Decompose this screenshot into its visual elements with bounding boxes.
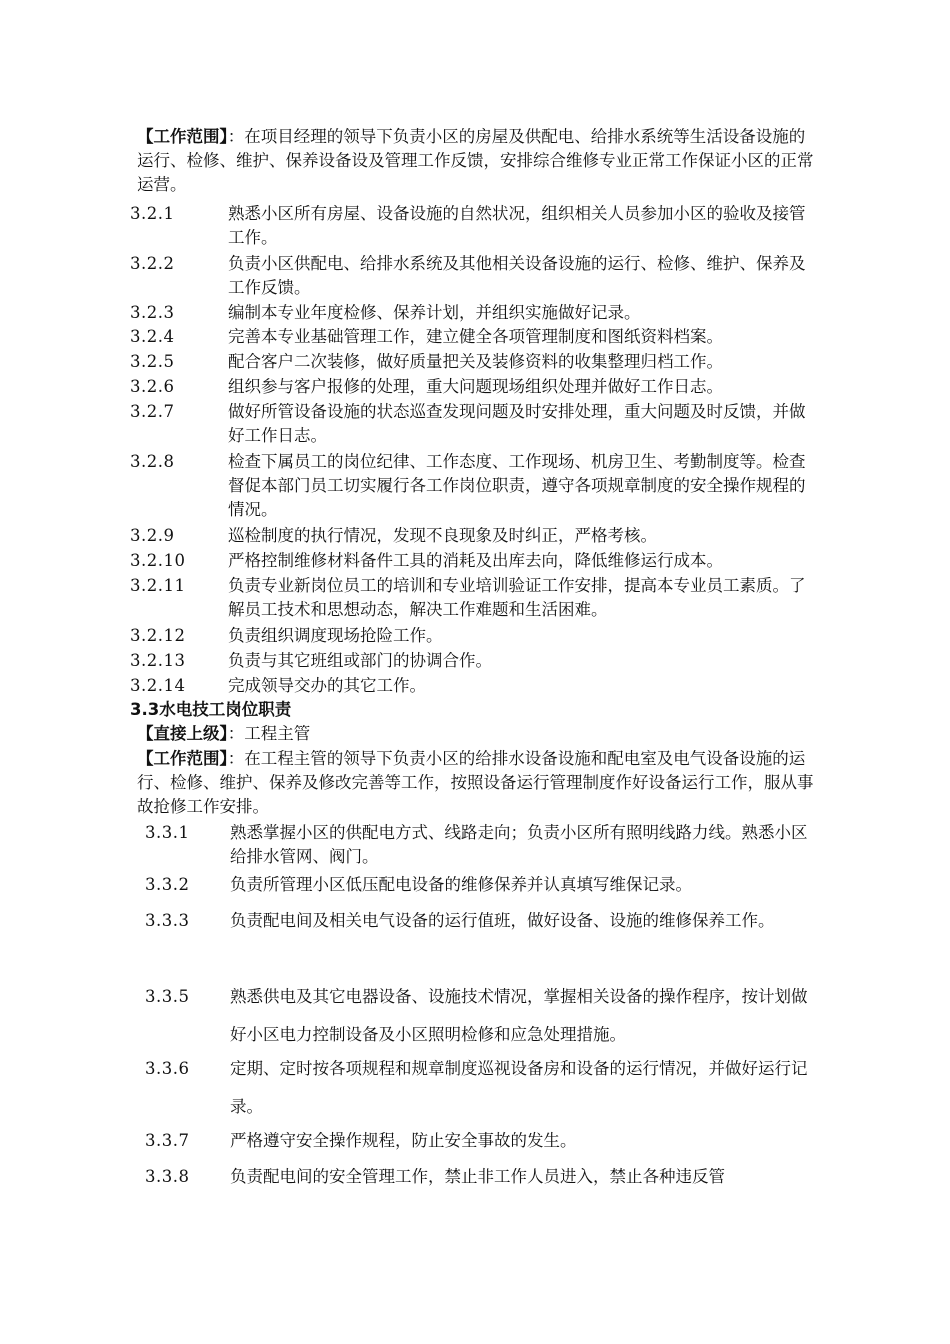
item-text: 负责所管理小区低压配电设备的维修保养并认真填写维保记录。 <box>230 875 692 894</box>
item-text: 组织参与客户报修的处理，重大问题现场组织处理并做好工作日志。 <box>228 377 723 396</box>
item-number: 3.3.2 <box>145 875 190 894</box>
item-text: 巡检制度的执行情况，发现不良现象及时纠正，严格考核。 <box>228 526 657 545</box>
item-text: 严格遵守安全操作规程，防止安全事故的发生。 <box>230 1131 577 1150</box>
item-number: 3.2.11 <box>130 576 186 595</box>
item-text: 编制本专业年度检修、保养计划，并组织实施做好记录。 <box>228 303 641 322</box>
item-number: 3.2.9 <box>130 526 175 545</box>
item-text: 做好所管设备设施的状态巡查发现问题及时安排处理，重大问题及时反馈，并做好工作日志。 <box>228 402 806 445</box>
item-number: 3.3.7 <box>145 1131 190 1150</box>
item-text: 负责组织调度现场抢险工作。 <box>228 626 443 645</box>
item-number: 3.3.6 <box>145 1059 190 1078</box>
direct-superior-label: 【直接上级】 <box>137 724 228 743</box>
item-number: 3.3.3 <box>145 911 190 930</box>
item-number: 3.2.8 <box>130 452 175 471</box>
item-number: 3.2.4 <box>130 327 175 346</box>
item-number: 3.2.5 <box>130 352 175 371</box>
item-text: 完善本专业基础管理工作，建立健全各项管理制度和图纸资料档案。 <box>228 327 723 346</box>
item-text: 负责小区供配电、给排水系统及其他相关设备设施的运行、检修、维护、保养及工作反馈。 <box>228 254 806 297</box>
item-number: 3.2.7 <box>130 402 175 421</box>
item-text: 完成领导交办的其它工作。 <box>228 676 426 695</box>
item-text: 检查下属员工的岗位纪律、工作态度、工作现场、机房卫生、考勤制度等。检查督促本部门员工切实履行各工作岗位职责，遵守各项规章制度的安全操作规程的情况。 <box>228 452 806 519</box>
item-text: 负责配电间及相关电气设备的运行值班，做好设备、设施的维修保养工作。 <box>230 911 775 930</box>
item-number: 3.3.8 <box>145 1167 190 1186</box>
item-text: 定期、定时按各项规程和规章制度巡视设备房和设备的运行情况，并做好运行记录。 <box>230 1059 808 1116</box>
work-scope-label: 【工作范围】 <box>137 749 228 768</box>
item-number: 3.2.10 <box>130 551 186 570</box>
item-number: 3.2.6 <box>130 377 175 396</box>
item-text: 熟悉供电及其它电器设备、设施技术情况，掌握相关设备的操作程序，按计划做好小区电力控制设备及小区照明检修和应急处理措施。 <box>230 987 808 1044</box>
item-number: 3.3.5 <box>145 987 190 1006</box>
item-number: 3.2.13 <box>130 651 186 670</box>
item-number: 3.2.12 <box>130 626 186 645</box>
item-text: 配合客户二次装修，做好质量把关及装修资料的收集整理归档工作。 <box>228 352 723 371</box>
item-text: 熟悉掌握小区的供配电方式、线路走向；负责小区所有照明线路力线。熟悉小区给排水管网、阀门。 <box>230 823 808 866</box>
direct-superior-value: ：工程主管 <box>227 724 311 743</box>
direct-superior-line <box>137 722 310 746</box>
item-text: 负责配电间的安全管理工作，禁止非工作人员进入，禁止各种违反管 <box>230 1167 725 1186</box>
item-number: 3.2.14 <box>130 676 186 695</box>
item-text: 熟悉小区所有房屋、设备设施的自然状况，组织相关人员参加小区的验收及接管工作。 <box>228 204 806 247</box>
item-number: 3.2.3 <box>130 303 175 322</box>
work-scope-text: ：在项目经理的领导下负责小区的房屋及供配电、给排水系统等生活设备设施的运行、检修、维护、保养设备设及管理工作反馈，安排综合维修专业正常工作保证小区的正常运营。 <box>137 127 814 194</box>
item-text: 负责专业新岗位员工的培训和专业培训验证工作安排，提高本专业员工素质。了解员工技术和思想动态，解决工作难题和生活困难。 <box>228 576 806 619</box>
section-heading: 3.3水电技工岗位职责 <box>130 700 292 719</box>
work-scope-label: 【工作范围】 <box>137 127 228 146</box>
item-text: 严格控制维修材料备件工具的消耗及出库去向，降低维修运行成本。 <box>228 551 723 570</box>
work-scope-paragraph <box>137 125 817 197</box>
work-scope-paragraph-33 <box>137 747 817 819</box>
item-number: 3.3.1 <box>145 823 190 842</box>
item-number: 3.2.1 <box>130 204 175 223</box>
item-text: 负责与其它班组或部门的协调合作。 <box>228 651 492 670</box>
work-scope-text: ：在工程主管的领导下负责小区的给排水设备设施和配电室及电气设备设施的运行、检修、维护、保养及修改完善等工作，按照设备运行管理制度作好设备运行工作，服从事故抢修工作安排。 <box>137 749 814 816</box>
item-number: 3.2.2 <box>130 254 175 273</box>
